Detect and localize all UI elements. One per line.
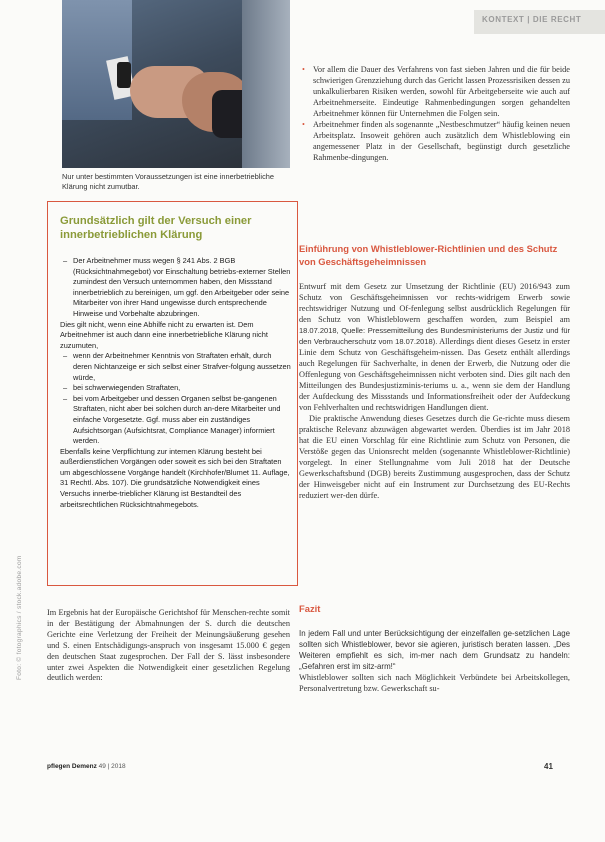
- body-paragraph: Allerdings dient dieses Gesetz in erster Linie dem Schutz von Geschäftsgeheim-nissen. Das Gesetz enthält allerdings auch Regelungen für Sachverhalte, in denen der Erwerb, die Nutzung oder die Offenlegung von Geschäftsgeheimnissen nicht verboten sind. Dies gilt nach den Mitteilungen des Bundesjustizminis-teriums u. a., wenn sie dem der Handlung der Aufdeckung des Missstands und Informationsfreiheit oder der Aufdeckung von Fehlverhalten und rechtswidrigen Handlungen dient.: [299, 337, 571, 412]
- fazit-paragraph: In jedem Fall und unter Berücksichtigung der einzelfallen ge-setzlichen Lage sollten sich Whistleblower, bevor sie agieren, juristisch beraten lassen. „Des Weiteren empfiehlt es sich, im-mer nach dem Grundsatz zu handeln: „Gefahren erst im sitz-arm!“: [299, 629, 570, 671]
- fazit-heading: Fazit: [299, 603, 321, 614]
- info-box-title: Grundsätzlich gilt der Versuch einer innerbetrieblichen Klärung: [60, 215, 252, 241]
- info-box-list-2: [60, 351, 292, 446]
- right-bullet-list: [299, 64, 570, 163]
- footer-magazine: [47, 763, 126, 770]
- photo-caption: Nur unter bestimmten Voraussetzungen ist eine innerbetriebliche Klärung nicht zumutbar.: [62, 172, 274, 191]
- handshake-photo: [62, 0, 290, 168]
- body-text-right: [299, 281, 570, 501]
- info-box-body: [60, 256, 292, 510]
- body-source-note: 18.07.2018, Quelle: Pressemitteilung des Bundesministeriums der Justiz und für den Verbraucherschutz vom 18.07.2018).: [299, 326, 570, 346]
- photo-credit: Foto: © fotographics / stock.adobe.com: [16, 555, 23, 680]
- info-box-list-1: [60, 256, 292, 320]
- list-item: • Vor allem die Dauer des Verfahrens von fast sieben Jahren und die für beide schwierigen Grenzziehung durch das Gericht lassen Prozessrisiken dessen zu unkalkulierbaren Risiken werden, sowohl für Arbeitgeberseite wie auch auf Arbeitnehmerseite. Eindeutige Rahmenbedingungen sorgen gehandelten Arbeitnehmer können für Unternehmen die Folgen sein.: [313, 64, 570, 119]
- watch-icon: [117, 62, 131, 88]
- info-box-paragraph: Dies gilt nicht, wenn eine Abhilfe nicht zu erwarten ist. Dem Arbeitnehmer ist auch dann eine innerbetriebliche Klärung nicht zuzumuten,: [60, 319, 268, 350]
- body-paragraph: Entwurf mit dem Gesetz zur Umsetzung der Richtlinie (EU) 2016/943 zum Schutz von Geschäftsgeheimnissen vor rechts-widrigem Erwerb sowie rechtswidriger Nutzung und Of-fenlegung selbst ausdrücklich Regelungen für den Schutz von Whistleblowern geschaffen worden, zum Beispiel am: [299, 282, 570, 324]
- page-number: 41: [544, 762, 553, 771]
- body-paragraph: Die praktische Anwendung dieses Gesetzes durch die Ge-richte muss diesem praktische Relevanz abzuwägen abgewartet werden. Überdies ist im Jahr 2018 hat die EU einen Vorschlag für eine Richtlinie zum Schutz von Personen, die Verstöße gegen das Unionsrecht melden (sogenannte Whistleblower-Richtlinie) vorgelegt. In einer Stellungnahme vom Juli 2018 hat der Deutsche Gewerkschaftsbund (DGB) bereits Zustimmung ausgesprochen, dass der Schutz der Hinweisgeber nicht auf ein Instrument zur Durchsetzung des EU-Rechts reduziert wer-den dürfe.: [299, 414, 570, 500]
- fazit-body: [299, 628, 570, 694]
- body-text-left: Im Ergebnis hat der Europäische Gerichtshof für Menschen-rechte somit in der Bestätigung der Abmahnungen der S. durch die deutschen Gerichte eine Verletzung der Freiheit der Meinungsäußerung gesehen und S. einen Entschädigungs-anspruch von insgesamt 15.000 € gegen den deutschen Staat zugesprochen. Der Fall der S. lässt insbesondere unter zwei Aspekten die Notwendigkeit einer gesetzlichen Regelung deutlich werden:: [47, 608, 290, 683]
- list-item: – Der Arbeitnehmer muss wegen § 241 Abs. 2 BGB (Rücksichtnahmegebot) vor Einschaltung betriebs-externer Stellen zumindest den Versuch unternommen haben, den Missstand innerbetrieblich zu bereinigen, um ggf. den Arbeitgeber oder seine Mitarbeiter von ihrer Hand ungewisse durch entsprechende Hinweise und Vorbehalte abzubringen.: [73, 256, 292, 320]
- list-item: – bei vom Arbeitgeber und dessen Organen selbst be-gangenen Straftaten, nicht aber bei solchen durch an-dere Mitarbeiter und einfache Vorgesetzte. Ggf. muss aber ein zuständiges Aufsichtsorgan (Aufsichtsrat, Compliance Manager) informiert werden.: [73, 394, 292, 447]
- section-heading: Einführung von Whistleblower-Richtlinien und des Schutz von Geschäftsgeheimnissen: [299, 243, 558, 267]
- section-header-label: KONTEXT | DIE RECHT: [482, 15, 582, 24]
- section-header-tab: [474, 10, 605, 34]
- list-item: – bei schwerwiegenden Straftaten,: [73, 383, 292, 394]
- list-item: • Arbeitnehmer finden als sogenannte „Nestbeschmutzer“ häufig keinen neuen Arbeitsplatz. Insoweit gehören auch zusätzlich dem Whistleblowing ein angemessener Platz in der Gesellschaft, begünstigt durch gesetzliche Rahmenbe-dingungen.: [313, 119, 570, 163]
- issue-number: 49 | 2018: [98, 763, 126, 770]
- magazine-title: pflegen Demenz: [47, 763, 97, 770]
- info-box-paragraph: Ebenfalls keine Verpflichtung zur internen Klärung besteht bei außerdienstlichen Vorgängen oder soweit es sich bei den Straftaten um abgeschlossene Vorgänge handelt (Kirchhofer/Blumet 11. Auflage, 31 Rechtl. Abs. 107). Die grundsätzliche Notwendigkeit eines Versuchs innerbe-trieblicher Klärung ist Bestandteil des arbeitsrechtlichen Rücksichtnahmegebots.: [60, 446, 290, 509]
- list-item: – wenn der Arbeitnehmer Kenntnis von Straftaten erhält, durch deren Nichtanzeige er sich selbst einer Strafver-folgung aussetzen würde,: [73, 351, 292, 383]
- fazit-paragraph: Whistleblower sollten sich nach Möglichkeit Verbündete bei Arbeitskollegen, Personalvertretung bzw. Gewerkschaft su-: [299, 673, 570, 693]
